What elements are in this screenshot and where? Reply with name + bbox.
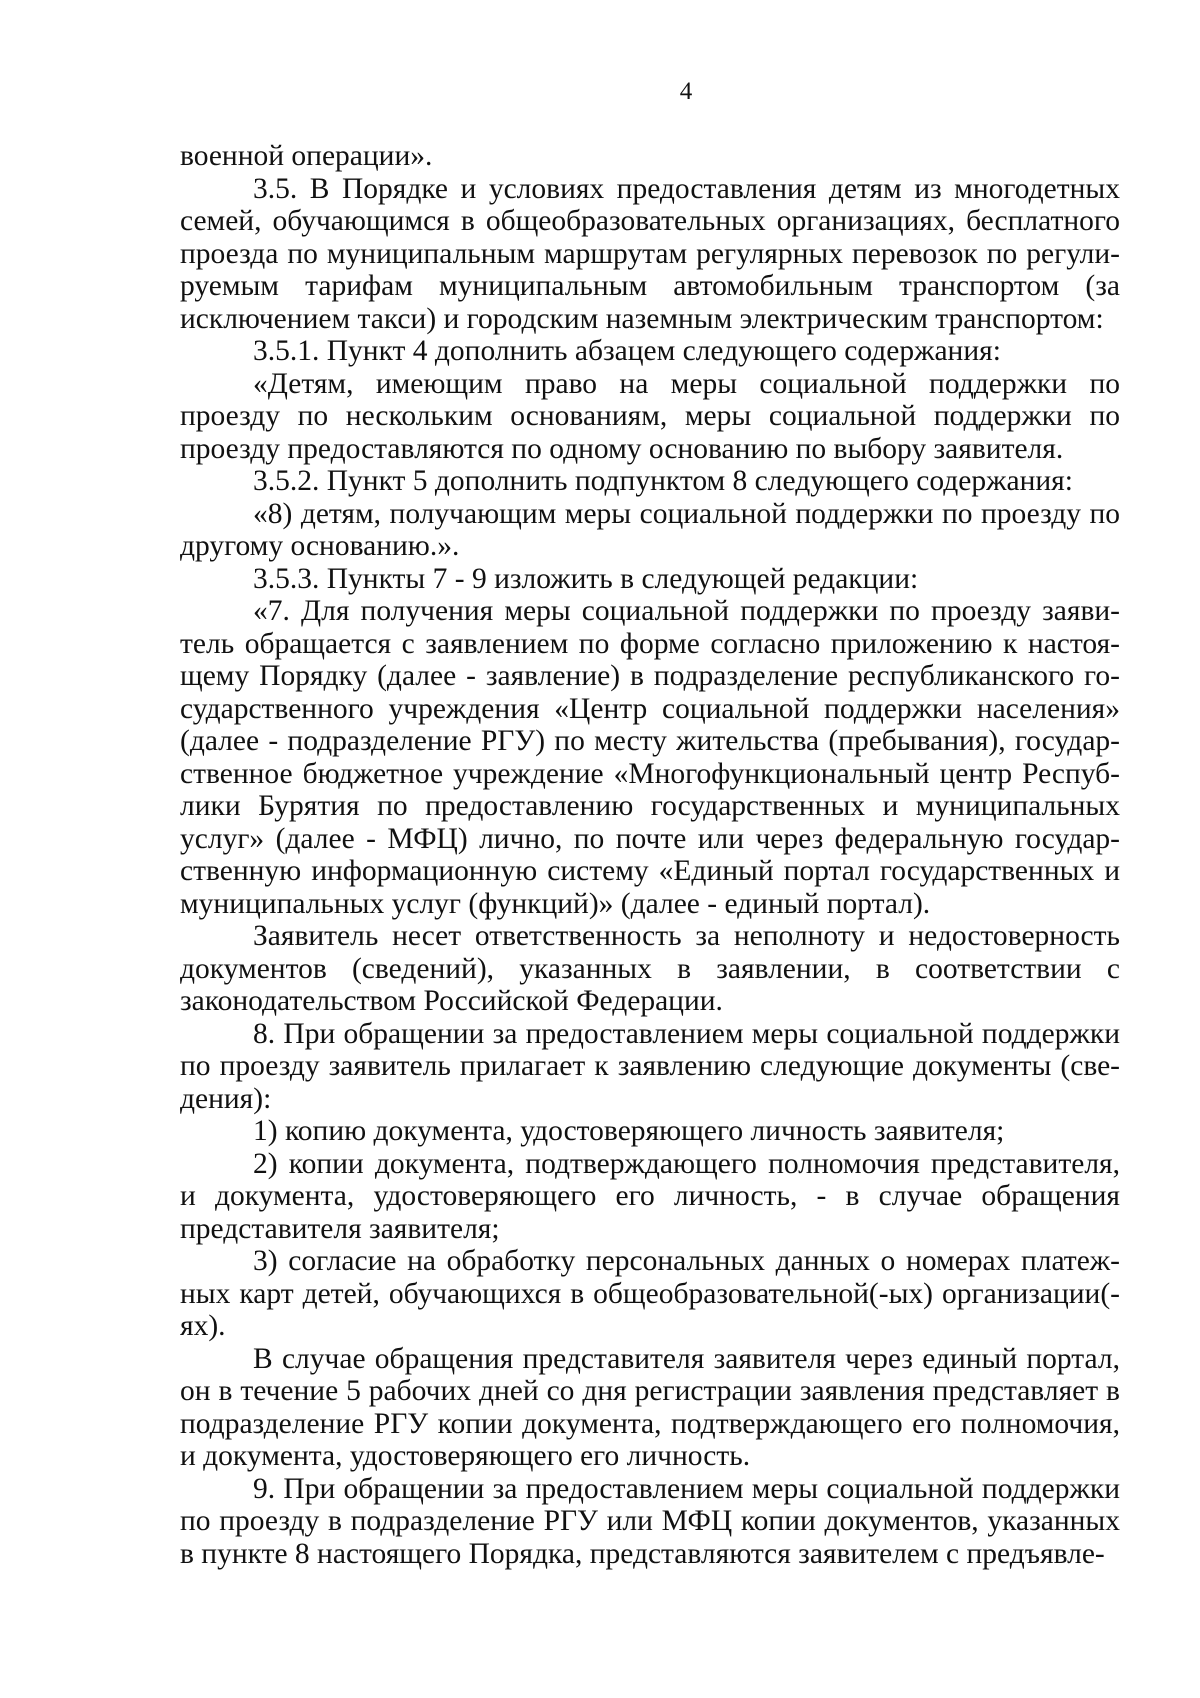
paragraph-item-9: 9. При обращении за предоставлением меры социальной поддержки по проезду в подразделение РГУ или МФЦ копии документов, указанных в пункте 8 настоящего Порядка, представляются заявителем с предъявле- (180, 1472, 1120, 1570)
paragraph-representative-portal: В случае обращения представителя заявителя через единый портал, он в течение 5 рабочих дней со дня регистрации заявления представляет в подразделение РГУ копии документа, подтверждающего его полномочия, и документа, удостоверяющего его личность. (180, 1342, 1120, 1472)
paragraph-3-5-2: 3.5.2. Пункт 5 дополнить подпунктом 8 следующего содержания: (253, 465, 1073, 497)
paragraph-3-5-3: 3.5.3. Пункты 7 - 9 изложить в следующей редакции: (253, 562, 919, 595)
paragraph-3-5: 3.5. В Порядке и условиях предоставления детям из многодетных семей, обучающимся в общеобразовательных организациях, бесплатного проезда по муниципальным маршрутам регулярных перевозок по регулируемым тарифам муниципальным автомобильным транспортом (за исключением такси) и городским наземным электрическим транспортом: (180, 172, 1120, 335)
list-item-2: 2) копии документа, подтверждающего полномочия представителя, и документа, удостоверяющего его личность, - в случае обращения представителя заявителя; (180, 1147, 1120, 1245)
page-number: 4 (679, 78, 693, 105)
paragraph-item-8: 8. При обращении за предоставлением меры социальной поддержки по проезду заявитель прилагает к заявлению следующие документы (сведения): (180, 1017, 1120, 1115)
paragraph-children-grounds: «Детям, имеющим право на меры социальной поддержки по проезду по нескольким основаниям, меры социальной поддержки по проезду предоставляются по одному основанию по выбору заявителя. (180, 367, 1120, 465)
paragraph-continuation: военной операции». (180, 140, 433, 172)
list-item-1: 1) копию документа, удостоверяющего личность заявителя; (253, 1115, 1005, 1147)
document-body (180, 140, 1120, 1570)
paragraph-subitem-8: «8) детям, получающим меры социальной поддержки по проезду по другому основанию.». (180, 497, 1120, 562)
paragraph-3-5-1: 3.5.1. Пункт 4 дополнить абзацем следующего содержания: (253, 335, 1001, 367)
list-item-3: 3) согласие на обработку персональных данных о номерах платежных карт детей, обучающихся в общеобразовательной(-ых) организации(-ях). (180, 1245, 1120, 1342)
paragraph-item-7: «7. Для получения меры социальной поддержки по проезду заявитель обращается с заявлением по форме согласно приложению к настоящему Порядку (далее - заявление) в подразделение республиканского государственного учреждения «Центр социальной поддержки населения» (далее - подразделение РГУ) по месту жительства (пребывания), государственное бюджетное учреждение «Многофункциональный центр Республики Бурятия по предоставлению государственных и муниципальных услуг» (далее - МФЦ) лично, по почте или через федеральную государственную информационную систему «Единый портал государственных и муниципальных услуг (функций)» (далее - единый портал). (180, 595, 1120, 920)
paragraph-applicant-responsibility: Заявитель несет ответственность за неполноту и недостоверность документов (сведений), указанных в заявлении, в соответствии с законодательством Российской Федерации. (180, 920, 1120, 1017)
